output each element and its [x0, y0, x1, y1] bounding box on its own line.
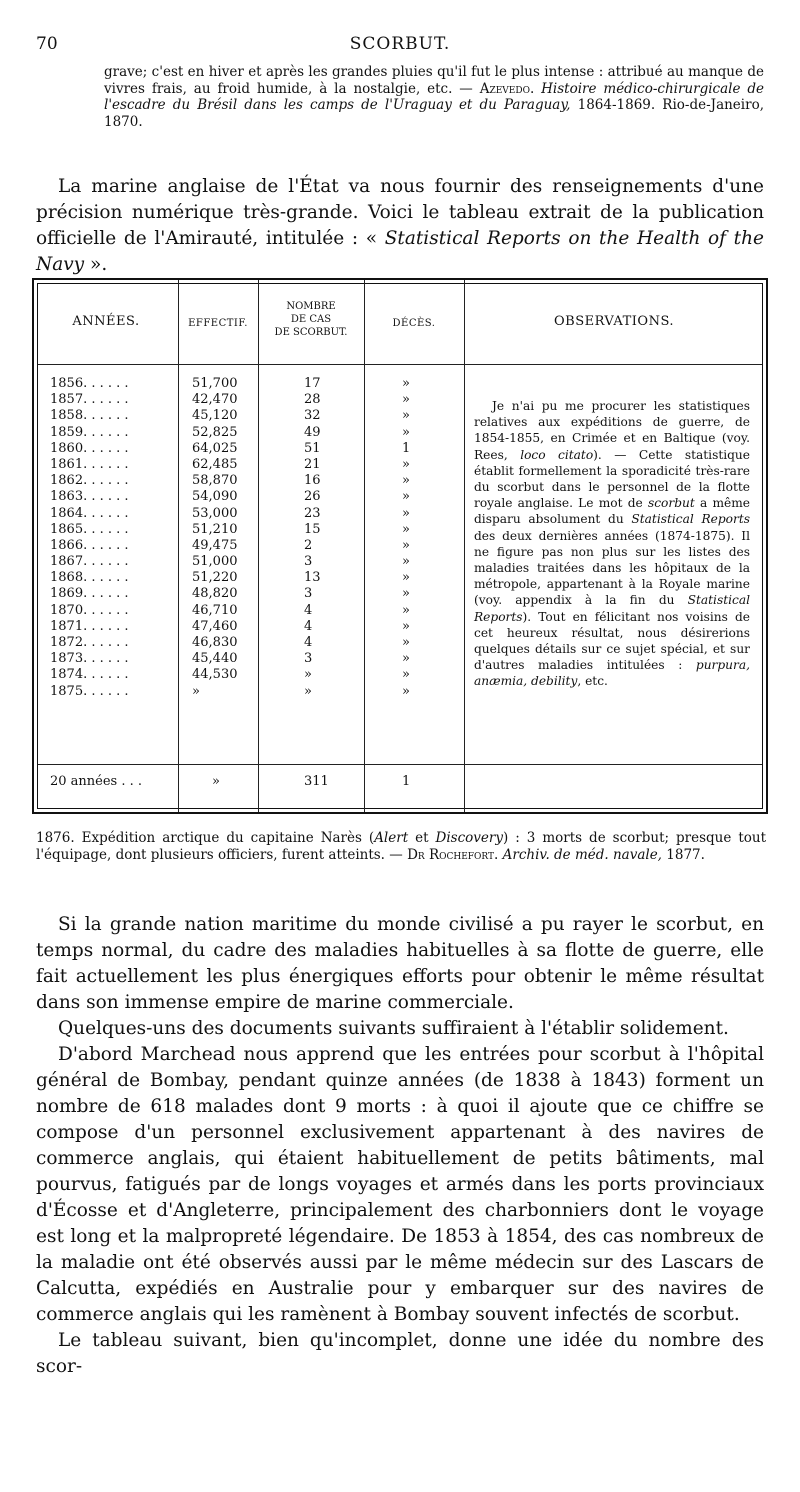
table-row — [34, 506, 474, 522]
cell-annee: 1873. . . . . . — [50, 651, 129, 667]
cell-deces: 1 — [402, 440, 411, 456]
footnote-source: Archiv. de méd. navale, — [502, 846, 662, 863]
cell-annee: 1861. . . . . . — [50, 456, 129, 472]
cell-deces: » — [402, 537, 410, 553]
cell-cas: 4 — [304, 602, 313, 618]
table-row — [34, 522, 474, 538]
cell-effectif: 48,820 — [192, 586, 238, 602]
cell-cas: 4 — [304, 618, 313, 634]
cell-deces: » — [402, 667, 410, 683]
obs-text: Je n'ai pu me procurer les statistiques relatives aux expéditions de guerre, de 1854-1855, en Crimée et en Baltique (voy. Rees, — [474, 399, 750, 462]
table-row — [34, 554, 474, 570]
table-row — [34, 684, 474, 700]
obs-text: ). Tout en félicitant nos voisins de cet heureux résultat, nous désirerions quelques détails sur ce sujet spécial, et sur d'autres maladies intitulées : — [474, 609, 750, 673]
table-rows — [34, 376, 474, 700]
running-title: SCORBUT. — [349, 34, 451, 54]
footnote-text: ) : 3 morts de scorbut; presque tout l'équipage, dont plusieurs officiers, furent atteints. — — [36, 830, 767, 863]
cell-effectif: 58,870 — [192, 473, 238, 489]
cell-effectif: 46,830 — [192, 635, 238, 650]
cell-cas: » — [304, 683, 312, 699]
top-note-imprint: 1864-1869. Rio-de-Janeiro, 1870. — [104, 97, 764, 130]
cell-deces: » — [402, 602, 410, 618]
cell-annee: 1860. . . . . . — [50, 440, 129, 456]
table-row — [34, 538, 474, 554]
cell-annee: 1857. . . . . . — [50, 392, 129, 408]
cell-cas: 2 — [304, 537, 313, 553]
cell-deces: » — [402, 618, 410, 634]
cell-deces: » — [402, 473, 410, 489]
cell-cas: 15 — [304, 521, 321, 537]
cell-effectif: 51,210 — [192, 521, 238, 537]
cell-annee: 1856. . . . . . — [50, 376, 129, 391]
footnote-year: 1877. — [661, 846, 705, 863]
footnote-text: 1876. Expédition arctique du capitaine Narès ( — [36, 830, 375, 846]
obs-reports: Statistical Reports — [474, 593, 750, 624]
cell-deces: » — [402, 683, 410, 699]
table-row — [34, 489, 474, 505]
cell-deces: » — [402, 505, 410, 521]
obs-text: a même disparu absolument du — [474, 496, 750, 527]
cell-deces: » — [402, 489, 410, 505]
cell-effectif: 62,485 — [192, 456, 238, 472]
total-effectif: » — [212, 774, 220, 789]
cell-cas: 16 — [304, 473, 321, 489]
cell-cas: 23 — [304, 505, 321, 521]
cell-annee: 1858. . . . . . — [50, 408, 129, 424]
cell-annee: 1870. . . . . . — [50, 602, 129, 618]
cell-annee: 1874. . . . . . — [50, 667, 129, 683]
header-cas-line3: DE SCORBUT. — [274, 327, 348, 338]
cell-cas: 3 — [304, 651, 313, 667]
cell-deces: » — [402, 651, 410, 667]
header-observations: OBSERVATIONS. — [553, 314, 675, 329]
paragraph — [36, 1042, 764, 1328]
cell-cas: 4 — [304, 635, 313, 650]
cell-effectif: 51,220 — [192, 570, 238, 586]
cell-annee: 1865. . . . . . — [50, 521, 129, 537]
footnote-1876 — [36, 830, 766, 863]
cell-deces: » — [402, 408, 410, 424]
paragraph-text: D'abord Marchead nous apprend que les entrées pour scorbut à l'hôpital général de Bombay, pendant quinze années (de 1838 à 1843) forment un nombre de 618 malades dont 9 morts : à quoi il ajoute que ce chiffre se compose d'un personnel exclusivement appartenant à des navires de commerce anglais, qui étaient habituellement de petits bâtiments, mal pourvus, fatigués par de longs voyages et armés dans les ports provinciaux d'Écosse et d'Angleterre, principalement des charbonniers dont le voyage est long et la malpropreté légendaire. — [36, 1044, 764, 1247]
table-row — [34, 425, 474, 441]
cell-cas: 13 — [304, 570, 321, 586]
cell-cas: 51 — [304, 440, 321, 456]
cell-effectif: 42,470 — [192, 392, 238, 408]
cell-deces: » — [402, 635, 410, 650]
cell-annee: 1869. . . . . . — [50, 586, 129, 602]
cell-annee: 1868. . . . . . — [50, 570, 129, 586]
cell-effectif: 47,460 — [192, 618, 238, 634]
cell-cas: 26 — [304, 489, 321, 505]
cell-effectif: 53,000 — [192, 505, 238, 521]
table-row — [34, 570, 474, 586]
header-cas-line2: DE CAS — [290, 314, 332, 325]
table-row — [34, 586, 474, 602]
footnote-ship: Alert — [374, 830, 409, 846]
intro-text: La marine anglaise de l'État va nous fournir des renseignements d'une précision numérique très-grande. Voici le tableau extrait de la publication officielle de l'Amirauté, intitulée : « — [36, 176, 764, 249]
intro-end: ». — [84, 254, 108, 275]
page-number: 70 — [36, 34, 58, 54]
cell-annee: 1863. . . . . . — [50, 489, 129, 505]
main-text — [36, 912, 764, 1380]
footnote-text: et — [408, 830, 436, 846]
cell-effectif: 51,700 — [192, 376, 238, 391]
cell-deces: » — [402, 521, 410, 537]
cell-deces: » — [402, 586, 410, 602]
observations-text — [474, 398, 750, 690]
cell-effectif: 64,025 — [192, 440, 238, 456]
obs-text: des deux dernières années (1874-1875). Il ne figure pas non plus sur les listes des maladies traitées dans les hôpitaux de la métropole, appartenant à la Royale marine (voy. appendix à la fin du — [474, 528, 750, 608]
cell-annee: 1872. . . . . . — [50, 635, 129, 650]
cell-deces: » — [402, 392, 410, 408]
table-row — [34, 603, 474, 619]
cell-effectif: 52,825 — [192, 424, 238, 440]
table-row — [34, 667, 474, 683]
table-row — [34, 392, 474, 408]
obs-scorbut: scorbut — [647, 496, 695, 511]
table-row — [34, 408, 474, 424]
cell-effectif: 45,440 — [192, 651, 238, 667]
obs-text: , etc. — [577, 674, 608, 689]
cell-cas: 21 — [304, 456, 321, 472]
cell-deces: » — [402, 456, 410, 472]
cell-effectif: » — [192, 683, 200, 699]
cell-deces: » — [402, 424, 410, 440]
cell-annee: 1867. . . . . . — [50, 554, 129, 570]
header-cas-line1: NOMBRE — [286, 301, 336, 312]
header-deces: DÉCÈS. — [392, 318, 436, 329]
paragraph: Le tableau suivant, bien qu'incomplet, donne une idée du nombre des scor- — [36, 1330, 764, 1377]
cell-deces: » — [402, 570, 410, 586]
cell-annee: 1866. . . . . . — [50, 537, 129, 553]
cell-annee: 1875. . . . . . — [50, 683, 129, 699]
table-row — [34, 651, 474, 667]
top-note-text: grave; c'est en hiver et après les grandes pluies qu'il fut le plus intense : attribué au manque de vivres frais, au froid humide, à la nostalgie, etc. — — [104, 64, 764, 97]
obs-diseases: purpura, anæmia, debility — [474, 658, 750, 689]
footnote-ship: Discovery — [435, 830, 503, 846]
top-note-title: Histoire médico-chirurgicale de l'escadre du Brésil dans les camps de l'Uraguay et du Paraguay, — [104, 80, 764, 113]
total-row — [34, 774, 474, 794]
total-rule — [38, 764, 762, 765]
obs-reports: Statistical Reports — [631, 512, 750, 527]
cell-cas: 3 — [304, 586, 313, 602]
obs-text: ). — Cette statistique établit formellement la sporadicité très-rare du scorbut dans le personnel de la flotte royale anglaise. Le mot de — [474, 447, 750, 511]
cell-annee: 1859. . . . . . — [50, 424, 129, 440]
paragraph: Quelques-uns des documents suivants suffiraient à l'établir solidement. — [58, 1018, 729, 1039]
cell-annee: 1862. . . . . . — [50, 473, 129, 489]
table-row — [34, 619, 474, 635]
statistics-table — [32, 278, 768, 814]
header-annees: ANNÉES. — [72, 314, 140, 329]
cell-cas: » — [304, 667, 312, 683]
table-row — [34, 473, 474, 489]
paragraph-text: De 1853 à 1854, des cas nombreux de la maladie ont été observés aussi par le même médecin sur des Lascars de Calcutta, expédiés en Australie pour y embarquer sur des navires de commerce anglais qui les ramènent à Bombay souvent infectés de scorbut. — [36, 1226, 764, 1325]
cell-effectif: 45,120 — [192, 408, 238, 424]
total-annees: 20 années . . . — [50, 774, 143, 789]
cell-cas: 28 — [304, 392, 321, 408]
table-row — [34, 376, 474, 392]
total-cas: 311 — [304, 774, 329, 789]
cell-deces: » — [402, 554, 410, 570]
cell-annee: 1871. . . . . . — [50, 618, 129, 634]
obs-loco: loco citato — [520, 447, 594, 462]
cell-effectif: 49,475 — [192, 537, 238, 553]
cell-effectif: 46,710 — [192, 602, 238, 618]
footnote-author: Dr Rochefort. — [407, 846, 499, 863]
table-row — [34, 457, 474, 473]
page-header — [36, 34, 764, 56]
top-note-author: Azevedo. — [479, 80, 535, 97]
cell-cas: 3 — [304, 554, 313, 570]
cell-cas: 32 — [304, 408, 321, 424]
top-note — [104, 64, 764, 130]
table-row — [34, 635, 474, 651]
paragraph: Si la grande nation maritime du monde civilisé a pu rayer le scorbut, en temps normal, du cadre des maladies habituelles à sa flotte de guerre, elle fait actuellement les plus énergiques efforts pour obtenir le même résultat dans son immense empire de marine commerciale. — [36, 914, 764, 1013]
intro-publication-title: Statistical Reports on the Health of the Navy — [36, 228, 764, 275]
header-rule — [38, 364, 762, 365]
cell-cas: 17 — [304, 376, 321, 391]
header-effectif: EFFECTIF. — [188, 318, 248, 329]
cell-effectif: 54,090 — [192, 489, 238, 505]
cell-cas: 49 — [304, 424, 321, 440]
cell-deces: » — [402, 376, 410, 391]
cell-effectif: 51,000 — [192, 554, 238, 570]
table-row — [34, 441, 474, 457]
cell-effectif: 44,530 — [192, 667, 238, 683]
intro-paragraph — [36, 174, 764, 278]
header-nombre-cas — [258, 300, 364, 339]
total-deces: 1 — [402, 774, 411, 789]
cell-annee: 1864. . . . . . — [50, 505, 129, 521]
